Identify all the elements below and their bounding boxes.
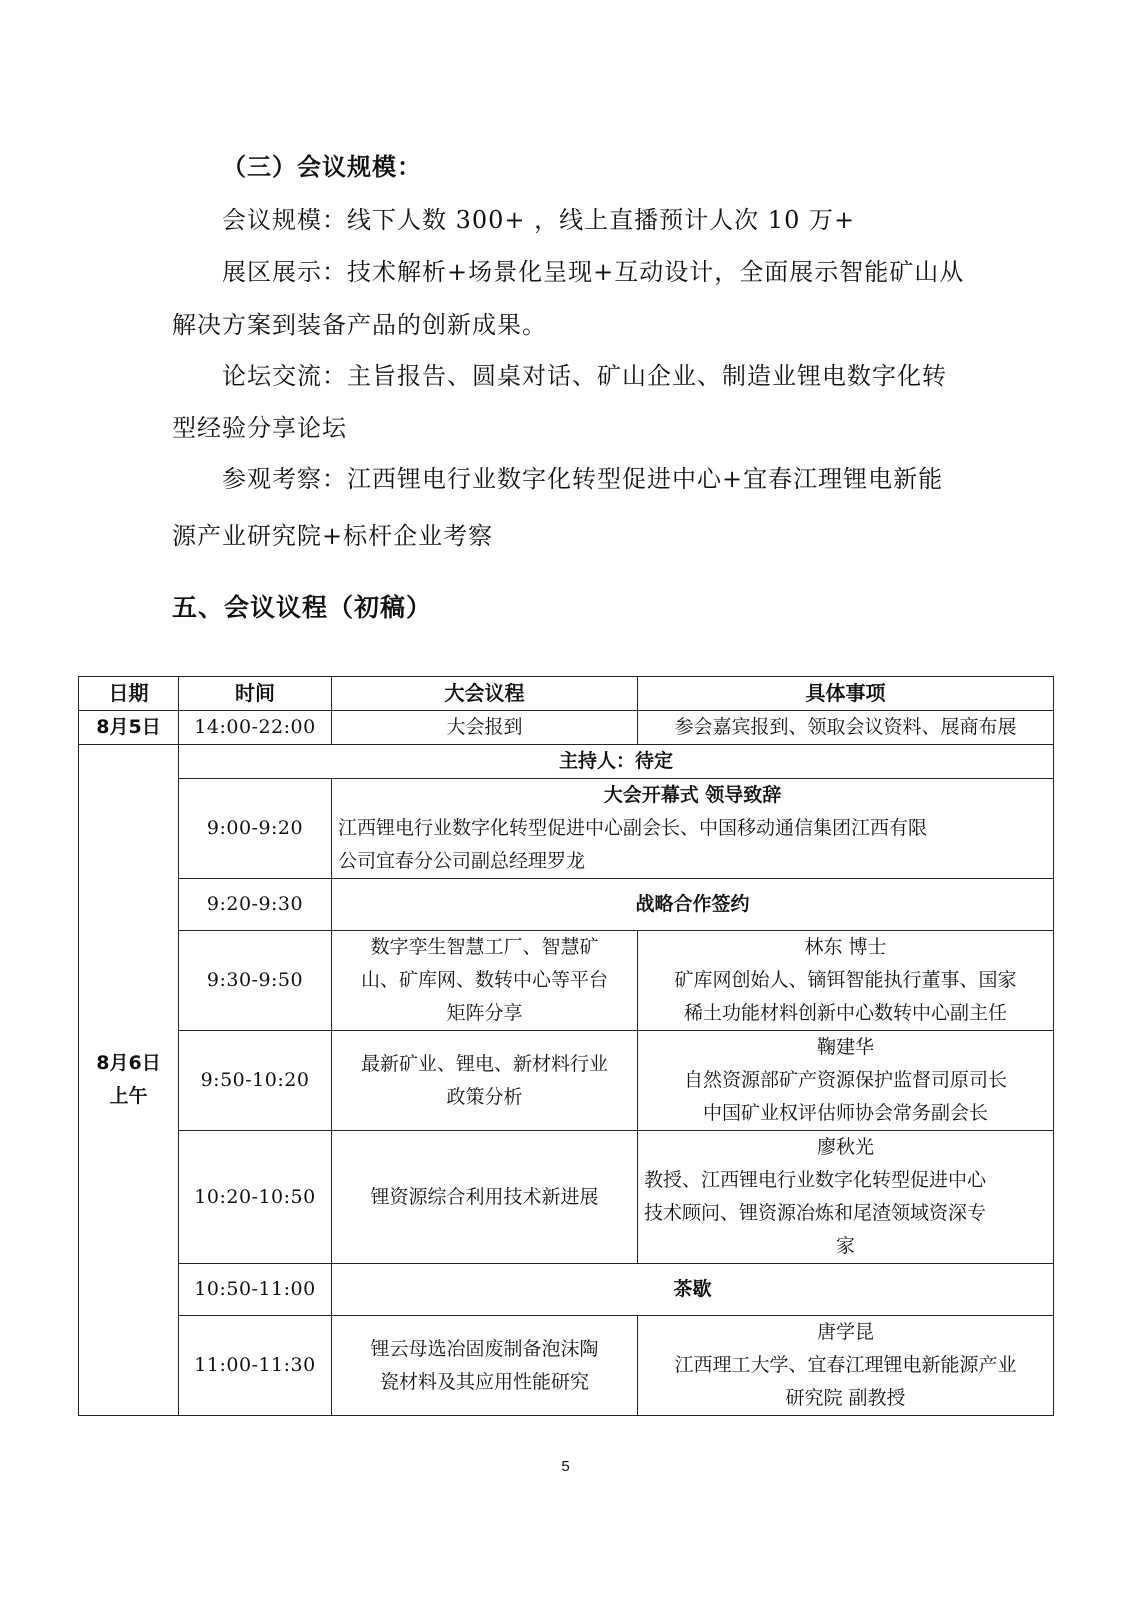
header-date: 日期 (79, 677, 179, 711)
talk3-details-line2: 技术顾问、锂资源冶炼和尾渣领域资深专 (644, 1202, 987, 1224)
cell-details-day1: 参会嘉宾报到、领取会议资料、展商布展 (638, 711, 1054, 745)
talk3-details-line3: 家 (835, 1235, 855, 1257)
table-row-talk2 (79, 1031, 1054, 1131)
agenda-heading: 五、会议议程（初稿） (172, 593, 433, 622)
talk2-speaker: 鞠建华 (816, 1036, 874, 1058)
talk2-details-line1: 自然资源部矿产资源保护监督司原司长 (683, 1069, 1007, 1091)
table-row-host (79, 745, 1054, 779)
header-details: 具体事项 (638, 677, 1054, 711)
cell-speaker-talk1 (638, 931, 1054, 1031)
cell-opening (332, 779, 1054, 879)
cell-agenda-day1: 大会报到 (332, 711, 638, 745)
cell-time-talk2: 9:50-10:20 (179, 1031, 332, 1131)
paragraph-visit-line1: 参观考察：江西锂电行业数字化转型促进中心+宜春江理锂电新能 (222, 465, 944, 493)
talk4-topic-line1: 锂云母选冶固废制备泡沫陶 (370, 1337, 599, 1360)
paragraph-forum-line2: 型经验分享论坛 (172, 414, 347, 442)
header-time: 时间 (179, 677, 332, 711)
cell-time-day1: 14:00-22:00 (179, 711, 332, 745)
talk4-speaker: 唐学昆 (816, 1321, 874, 1343)
paragraph-exhibition-line1: 展区展示：技术解析+场景化呈现+互动设计，全面展示智能矿山从 (222, 258, 965, 286)
cell-speaker-talk3 (638, 1131, 1054, 1264)
date-day2-line1: 8月6日 (96, 1052, 161, 1074)
cell-topic-talk3: 锂资源综合利用技术新进展 (332, 1131, 638, 1264)
cell-date-day2 (79, 745, 179, 1416)
cell-date-day1: 8月5日 (79, 711, 179, 745)
date-day2-line2: 上午 (109, 1085, 148, 1107)
cell-time-talk3: 10:20-10:50 (179, 1131, 332, 1264)
talk1-details-line1: 矿库网创始人、镝铒智能执行董事、国家 (674, 969, 1017, 991)
table-row-talk1 (79, 931, 1054, 1031)
cell-speaker-talk4 (638, 1316, 1054, 1416)
table-row-opening (79, 779, 1054, 879)
talk1-topic-line3: 矩阵分享 (446, 1002, 523, 1024)
talk1-details-line2: 稀土功能材料创新中心数转中心副主任 (683, 1002, 1007, 1024)
table-row-talk3 (79, 1131, 1054, 1264)
talk4-details-line2: 研究院 副教授 (785, 1387, 906, 1409)
agenda-table (78, 676, 1054, 1416)
opening-title: 大会开幕式 领导致辞 (603, 784, 782, 806)
cell-time-talk4: 11:00-11:30 (179, 1316, 332, 1416)
paragraph-visit-line2: 源产业研究院+标杆企业考察 (172, 522, 494, 550)
talk3-details-line1: 教授、江西锂电行业数字化转型促进中心 (644, 1169, 987, 1191)
talk1-topic-line2: 山、矿库网、数转中心等平台 (360, 969, 608, 991)
talk4-details-line1: 江西理工大学、宜春江理锂电新能源产业 (674, 1354, 1017, 1376)
cell-topic-talk1 (332, 931, 638, 1031)
page-number: 5 (561, 1458, 570, 1475)
talk1-speaker: 林东 博士 (804, 936, 887, 958)
cell-host: 主持人：待定 (179, 745, 1054, 779)
section-heading: （三）会议规模： (222, 153, 422, 181)
cell-topic-talk4 (332, 1316, 638, 1416)
header-agenda: 大会议程 (332, 677, 638, 711)
talk1-topic-line1: 数字孪生智慧工厂、智慧矿 (370, 936, 599, 958)
cell-time-break: 10:50-11:00 (179, 1264, 332, 1316)
table-row-talk4 (79, 1316, 1054, 1416)
table-row-signing (79, 879, 1054, 931)
talk4-topic-line2: 瓷材料及其应用性能研究 (379, 1370, 589, 1393)
paragraph-scale: 会议规模：线下人数 300+ ，线上直播预计人次 10 万+ (222, 206, 856, 234)
cell-speaker-talk2 (638, 1031, 1054, 1131)
paragraph-exhibition-line2: 解决方案到装备产品的创新成果。 (172, 311, 547, 339)
paragraph-forum-line1: 论坛交流：主旨报告、圆桌对话、矿山企业、制造业锂电数字化转 (222, 362, 947, 390)
cell-break: 茶歇 (332, 1264, 1054, 1316)
cell-topic-talk2 (332, 1031, 638, 1131)
cell-signing: 战略合作签约 (332, 879, 1054, 931)
table-header-row (79, 677, 1054, 711)
opening-desc-line1: 江西锂电行业数字化转型促进中心副会长、中国移动通信集团江西有限 (338, 817, 928, 839)
cell-time-signing: 9:20-9:30 (179, 879, 332, 931)
cell-time-talk1: 9:30-9:50 (179, 931, 332, 1031)
table-row-break (79, 1264, 1054, 1316)
talk2-topic-line1: 最新矿业、锂电、新材料行业 (360, 1052, 608, 1075)
talk2-topic-line2: 政策分析 (446, 1085, 523, 1108)
cell-time-opening: 9:00-9:20 (179, 779, 332, 879)
table-row-day1 (79, 711, 1054, 745)
opening-desc-line2: 公司宜春分公司副总经理罗龙 (338, 850, 586, 872)
talk3-speaker: 廖秋光 (816, 1136, 874, 1158)
talk2-details-line2: 中国矿业权评估师协会常务副会长 (702, 1102, 988, 1124)
